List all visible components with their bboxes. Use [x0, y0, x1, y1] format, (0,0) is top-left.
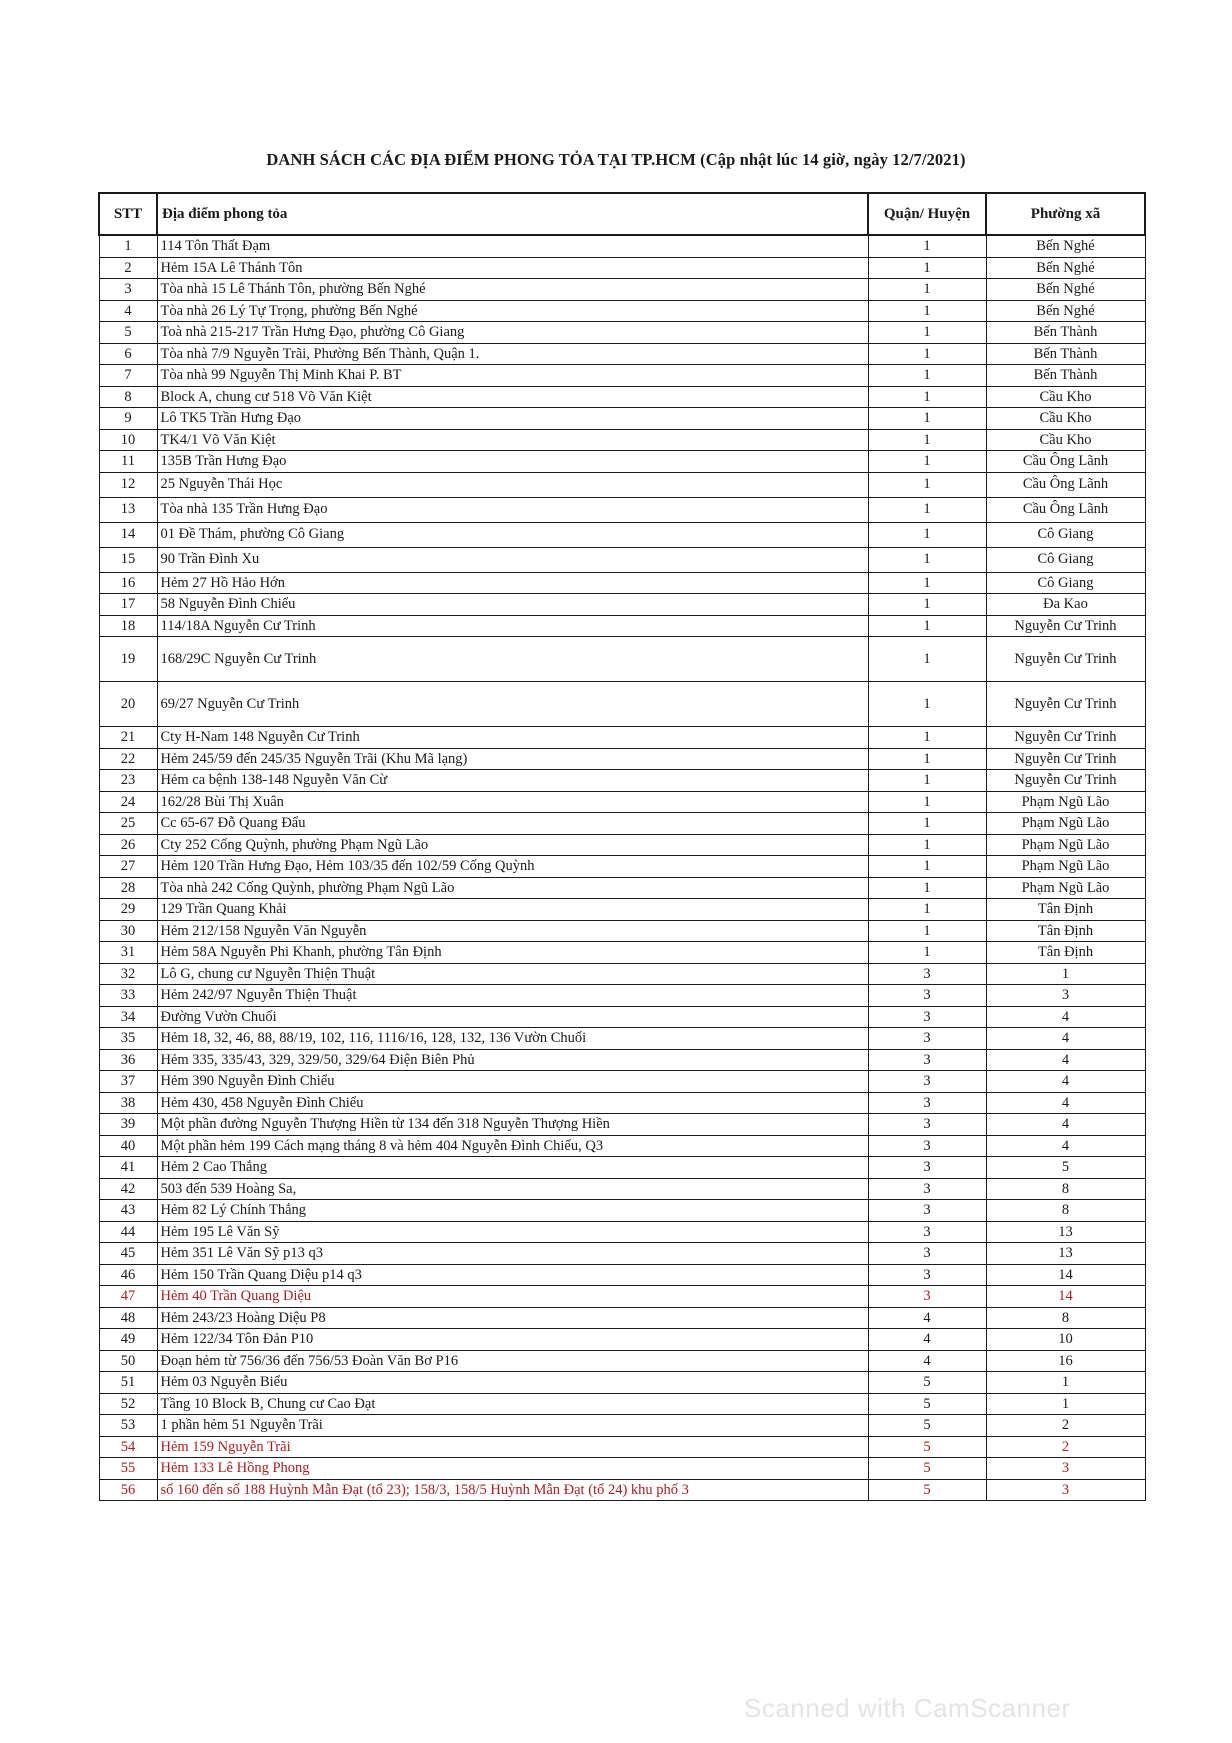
cell-location: Hẻm 430, 458 Nguyễn Đình Chiểu: [157, 1092, 868, 1114]
table-row: [99, 748, 1145, 770]
header-location: Địa điểm phong tỏa: [157, 193, 868, 235]
table-row: [99, 682, 1145, 727]
cell-district: 3: [868, 1028, 986, 1050]
cell-district: 3: [868, 1243, 986, 1265]
cell-stt: 19: [99, 637, 157, 682]
cell-district: 1: [868, 497, 986, 522]
cell-stt: 10: [99, 429, 157, 451]
cell-district: 1: [868, 899, 986, 921]
cell-district: 1: [868, 682, 986, 727]
cell-district: 3: [868, 1200, 986, 1222]
table-row: [99, 1221, 1145, 1243]
cell-location: Lô TK5 Trần Hưng Đạo: [157, 408, 868, 430]
cell-location: Hẻm 390 Nguyễn Đình Chiểu: [157, 1071, 868, 1093]
table-row: [99, 279, 1145, 301]
cell-stt: 45: [99, 1243, 157, 1265]
cell-stt: 32: [99, 963, 157, 985]
cell-location: 135B Trần Hưng Đạo: [157, 451, 868, 473]
table-row: [99, 813, 1145, 835]
cell-district: 1: [868, 279, 986, 301]
cell-ward: Bến Thành: [986, 343, 1145, 365]
cell-stt: 20: [99, 682, 157, 727]
cell-ward: 14: [986, 1286, 1145, 1308]
cell-ward: 3: [986, 1458, 1145, 1480]
table-row: [99, 877, 1145, 899]
cell-stt: 8: [99, 386, 157, 408]
table-row: [99, 1028, 1145, 1050]
cell-ward: Nguyễn Cư Trinh: [986, 770, 1145, 792]
table-row: [99, 1415, 1145, 1437]
cell-ward: Cầu Kho: [986, 386, 1145, 408]
cell-ward: Cô Giang: [986, 572, 1145, 594]
table-row: [99, 594, 1145, 616]
cell-location: Hẻm 82 Lý Chính Thắng: [157, 1200, 868, 1222]
cell-ward: 14: [986, 1264, 1145, 1286]
cell-ward: Cầu Ông Lãnh: [986, 472, 1145, 497]
cell-district: 1: [868, 408, 986, 430]
cell-location: 503 đến 539 Hoàng Sa,: [157, 1178, 868, 1200]
table-row: [99, 1458, 1145, 1480]
cell-stt: 12: [99, 472, 157, 497]
cell-location: 114/18A Nguyễn Cư Trinh: [157, 615, 868, 637]
cell-ward: Cô Giang: [986, 522, 1145, 547]
cell-district: 1: [868, 920, 986, 942]
cell-district: 3: [868, 1178, 986, 1200]
table-row: [99, 1307, 1145, 1329]
table-row: [99, 1049, 1145, 1071]
cell-district: 4: [868, 1307, 986, 1329]
cell-ward: 3: [986, 985, 1145, 1007]
table-row: [99, 1286, 1145, 1308]
cell-ward: 2: [986, 1436, 1145, 1458]
cell-district: 1: [868, 791, 986, 813]
cell-stt: 9: [99, 408, 157, 430]
table-row: [99, 615, 1145, 637]
table-row: [99, 727, 1145, 749]
cell-stt: 26: [99, 834, 157, 856]
cell-ward: Nguyễn Cư Trinh: [986, 637, 1145, 682]
cell-stt: 39: [99, 1114, 157, 1136]
table-row: [99, 1114, 1145, 1136]
cell-location: Hẻm 133 Lê Hồng Phong: [157, 1458, 868, 1480]
cell-location: Tòa nhà 15 Lê Thánh Tôn, phường Bến Nghé: [157, 279, 868, 301]
cell-location: Hẻm 122/34 Tôn Đản P10: [157, 1329, 868, 1351]
cell-location: Tòa nhà 7/9 Nguyễn Trãi, Phường Bến Thành, Quận 1.: [157, 343, 868, 365]
header-stt: STT: [99, 193, 157, 235]
table-row: [99, 1135, 1145, 1157]
cell-ward: 2: [986, 1415, 1145, 1437]
cell-district: 1: [868, 300, 986, 322]
table-row: [99, 497, 1145, 522]
table-row: [99, 942, 1145, 964]
cell-ward: Bến Nghé: [986, 257, 1145, 279]
cell-stt: 3: [99, 279, 157, 301]
cell-stt: 37: [99, 1071, 157, 1093]
cell-ward: Cầu Kho: [986, 429, 1145, 451]
table-row: [99, 637, 1145, 682]
cell-ward: 4: [986, 1114, 1145, 1136]
cell-district: 1: [868, 856, 986, 878]
cell-district: 3: [868, 1286, 986, 1308]
cell-location: Hẻm 2 Cao Thắng: [157, 1157, 868, 1179]
cell-stt: 30: [99, 920, 157, 942]
cell-stt: 2: [99, 257, 157, 279]
cell-stt: 4: [99, 300, 157, 322]
cell-ward: Phạm Ngũ Lão: [986, 791, 1145, 813]
cell-location: Hẻm 159 Nguyễn Trãi: [157, 1436, 868, 1458]
cell-stt: 43: [99, 1200, 157, 1222]
cell-location: Tòa nhà 242 Cống Quỳnh, phường Phạm Ngũ Lão: [157, 877, 868, 899]
cell-location: Hẻm 40 Trần Quang Diệu: [157, 1286, 868, 1308]
table-row: [99, 1178, 1145, 1200]
cell-stt: 18: [99, 615, 157, 637]
cell-stt: 17: [99, 594, 157, 616]
table-row: [99, 770, 1145, 792]
cell-location: TK4/1 Võ Văn Kiệt: [157, 429, 868, 451]
cell-ward: Cô Giang: [986, 547, 1145, 572]
table-row: [99, 572, 1145, 594]
table-row: [99, 899, 1145, 921]
table-row: [99, 1071, 1145, 1093]
cell-location: Tòa nhà 135 Trần Hưng Đạo: [157, 497, 868, 522]
cell-district: 5: [868, 1393, 986, 1415]
cell-ward: Phạm Ngũ Lão: [986, 813, 1145, 835]
cell-stt: 11: [99, 451, 157, 473]
cell-ward: 4: [986, 1135, 1145, 1157]
cell-ward: 4: [986, 1028, 1145, 1050]
cell-stt: 29: [99, 899, 157, 921]
cell-ward: Nguyễn Cư Trinh: [986, 615, 1145, 637]
table-row: [99, 1264, 1145, 1286]
cell-location: Hẻm 242/97 Nguyễn Thiện Thuật: [157, 985, 868, 1007]
cell-location: Toà nhà 215-217 Trần Hưng Đạo, phường Cô Giang: [157, 322, 868, 344]
cell-district: 5: [868, 1415, 986, 1437]
cell-location: Hẻm 58A Nguyễn Phi Khanh, phường Tân Định: [157, 942, 868, 964]
cell-location: Cc 65-67 Đỗ Quang Đẩu: [157, 813, 868, 835]
cell-stt: 42: [99, 1178, 157, 1200]
cell-location: Tòa nhà 26 Lý Tự Trọng, phường Bến Nghé: [157, 300, 868, 322]
cell-stt: 25: [99, 813, 157, 835]
cell-district: 1: [868, 813, 986, 835]
cell-location: 114 Tôn Thất Đạm: [157, 235, 868, 257]
table-header-row: [99, 193, 1145, 235]
cell-stt: 16: [99, 572, 157, 594]
cell-location: Đường Vườn Chuối: [157, 1006, 868, 1028]
cell-stt: 47: [99, 1286, 157, 1308]
cell-location: Hẻm 150 Trần Quang Diệu p14 q3: [157, 1264, 868, 1286]
cell-location: Hẻm 243/23 Hoàng Diệu P8: [157, 1307, 868, 1329]
cell-stt: 22: [99, 748, 157, 770]
camscanner-watermark: Scanned with CamScanner: [744, 1693, 1071, 1723]
cell-location: Hẻm 27 Hồ Hảo Hớn: [157, 572, 868, 594]
cell-district: 1: [868, 572, 986, 594]
cell-location: 25 Nguyễn Thái Học: [157, 472, 868, 497]
cell-ward: Nguyễn Cư Trinh: [986, 682, 1145, 727]
cell-location: Hẻm 351 Lê Văn Sỹ p13 q3: [157, 1243, 868, 1265]
cell-ward: Phạm Ngũ Lão: [986, 856, 1145, 878]
cell-location: Hẻm 335, 335/43, 329, 329/50, 329/64 Điện Biên Phủ: [157, 1049, 868, 1071]
cell-district: 4: [868, 1329, 986, 1351]
cell-district: 1: [868, 834, 986, 856]
cell-ward: Bến Thành: [986, 322, 1145, 344]
cell-ward: 8: [986, 1178, 1145, 1200]
table-row: [99, 322, 1145, 344]
cell-ward: 4: [986, 1049, 1145, 1071]
cell-ward: 5: [986, 1157, 1145, 1179]
cell-stt: 35: [99, 1028, 157, 1050]
table-row: [99, 791, 1145, 813]
cell-location: Tòa nhà 99 Nguyễn Thị Minh Khai P. BT: [157, 365, 868, 387]
cell-ward: 16: [986, 1350, 1145, 1372]
cell-district: 3: [868, 1264, 986, 1286]
cell-stt: 44: [99, 1221, 157, 1243]
cell-ward: 13: [986, 1221, 1145, 1243]
table-row: [99, 365, 1145, 387]
cell-location: Một phần đường Nguyễn Thượng Hiền từ 134 đến 318 Nguyễn Thượng Hiền: [157, 1114, 868, 1136]
cell-ward: Bến Thành: [986, 365, 1145, 387]
cell-district: 1: [868, 877, 986, 899]
cell-district: 1: [868, 547, 986, 572]
cell-district: 1: [868, 594, 986, 616]
cell-ward: Cầu Ông Lãnh: [986, 497, 1145, 522]
cell-location: Cty H-Nam 148 Nguyễn Cư Trinh: [157, 727, 868, 749]
table-row: [99, 408, 1145, 430]
cell-district: 1: [868, 322, 986, 344]
table-row: [99, 343, 1145, 365]
cell-district: 3: [868, 1071, 986, 1093]
cell-stt: 33: [99, 985, 157, 1007]
cell-location: Hẻm 245/59 đến 245/35 Nguyễn Trãi (Khu Mã lạng): [157, 748, 868, 770]
cell-stt: 23: [99, 770, 157, 792]
cell-stt: 56: [99, 1479, 157, 1501]
table-row: [99, 920, 1145, 942]
table-row: [99, 1006, 1145, 1028]
cell-ward: Phạm Ngũ Lão: [986, 877, 1145, 899]
cell-district: 1: [868, 770, 986, 792]
cell-stt: 21: [99, 727, 157, 749]
table-row: [99, 300, 1145, 322]
cell-location: Cty 252 Cống Quỳnh, phường Phạm Ngũ Lão: [157, 834, 868, 856]
cell-district: 1: [868, 386, 986, 408]
cell-ward: Cầu Ông Lãnh: [986, 451, 1145, 473]
table-row: [99, 547, 1145, 572]
cell-location: 58 Nguyễn Đình Chiểu: [157, 594, 868, 616]
cell-stt: 27: [99, 856, 157, 878]
table-row: [99, 1243, 1145, 1265]
cell-district: 1: [868, 472, 986, 497]
cell-location: Hẻm 120 Trần Hưng Đạo, Hẻm 103/35 đến 102/59 Cống Quỳnh: [157, 856, 868, 878]
cell-ward: 1: [986, 1393, 1145, 1415]
cell-stt: 34: [99, 1006, 157, 1028]
cell-district: 3: [868, 1135, 986, 1157]
cell-stt: 50: [99, 1350, 157, 1372]
cell-stt: 31: [99, 942, 157, 964]
cell-location: Tầng 10 Block B, Chung cư Cao Đạt: [157, 1393, 868, 1415]
cell-district: 5: [868, 1372, 986, 1394]
cell-stt: 7: [99, 365, 157, 387]
cell-district: 3: [868, 1006, 986, 1028]
cell-ward: Nguyễn Cư Trinh: [986, 727, 1145, 749]
cell-location: 162/28 Bùi Thị Xuân: [157, 791, 868, 813]
table-row: [99, 472, 1145, 497]
cell-location: 129 Trần Quang Khải: [157, 899, 868, 921]
cell-stt: 54: [99, 1436, 157, 1458]
cell-location: Block A, chung cư 518 Võ Văn Kiệt: [157, 386, 868, 408]
cell-ward: Tân Định: [986, 899, 1145, 921]
cell-district: 1: [868, 522, 986, 547]
cell-district: 1: [868, 257, 986, 279]
cell-district: 3: [868, 1092, 986, 1114]
cell-district: 1: [868, 451, 986, 473]
cell-ward: 4: [986, 1006, 1145, 1028]
header-district: Quận/ Huyện: [868, 193, 986, 235]
cell-ward: Bến Nghé: [986, 279, 1145, 301]
cell-location: Đoạn hẻm từ 756/36 đến 756/53 Đoàn Văn Bơ P16: [157, 1350, 868, 1372]
cell-district: 3: [868, 1114, 986, 1136]
cell-district: 1: [868, 942, 986, 964]
cell-stt: 36: [99, 1049, 157, 1071]
cell-location: Hẻm ca bệnh 138-148 Nguyễn Văn Cừ: [157, 770, 868, 792]
table-row: [99, 1350, 1145, 1372]
cell-district: 3: [868, 985, 986, 1007]
table-row: [99, 1329, 1145, 1351]
cell-ward: 8: [986, 1200, 1145, 1222]
cell-stt: 52: [99, 1393, 157, 1415]
cell-ward: 1: [986, 963, 1145, 985]
cell-ward: Phạm Ngũ Lão: [986, 834, 1145, 856]
cell-location: Hẻm 195 Lê Văn Sỹ: [157, 1221, 868, 1243]
cell-ward: 10: [986, 1329, 1145, 1351]
cell-ward: 3: [986, 1479, 1145, 1501]
cell-district: 5: [868, 1436, 986, 1458]
cell-district: 1: [868, 235, 986, 257]
cell-location: 1 phần hẻm 51 Nguyễn Trãi: [157, 1415, 868, 1437]
cell-ward: Nguyễn Cư Trinh: [986, 748, 1145, 770]
cell-location: Hẻm 15A Lê Thánh Tôn: [157, 257, 868, 279]
cell-ward: 13: [986, 1243, 1145, 1265]
cell-stt: 55: [99, 1458, 157, 1480]
table-row: [99, 834, 1145, 856]
cell-location: 168/29C Nguyễn Cư Trinh: [157, 637, 868, 682]
cell-stt: 6: [99, 343, 157, 365]
table-row: [99, 1092, 1145, 1114]
cell-ward: 8: [986, 1307, 1145, 1329]
cell-ward: 1: [986, 1372, 1145, 1394]
cell-ward: Bến Nghé: [986, 300, 1145, 322]
cell-district: 1: [868, 429, 986, 451]
cell-district: 3: [868, 963, 986, 985]
cell-district: 1: [868, 615, 986, 637]
table-row: [99, 257, 1145, 279]
table-row: [99, 235, 1145, 257]
cell-stt: 53: [99, 1415, 157, 1437]
cell-ward: Tân Định: [986, 920, 1145, 942]
cell-location: Lô G, chung cư Nguyễn Thiện Thuật: [157, 963, 868, 985]
table-row: [99, 1393, 1145, 1415]
cell-district: 3: [868, 1221, 986, 1243]
cell-district: 1: [868, 343, 986, 365]
table-row: [99, 429, 1145, 451]
cell-district: 5: [868, 1479, 986, 1501]
table-row: [99, 1479, 1145, 1501]
cell-stt: 49: [99, 1329, 157, 1351]
page-title: DANH SÁCH CÁC ĐỊA ĐIỂM PHONG TỎA TẠI TP.HCM (Cập nhật lúc 14 giờ, ngày 12/7/2021): [266, 150, 966, 169]
cell-ward: Tân Định: [986, 942, 1145, 964]
cell-district: 1: [868, 727, 986, 749]
cell-stt: 38: [99, 1092, 157, 1114]
cell-stt: 15: [99, 547, 157, 572]
cell-location: Một phần hẻm 199 Cách mạng tháng 8 và hẻm 404 Nguyễn Đình Chiểu, Q3: [157, 1135, 868, 1157]
table-body: [99, 235, 1145, 1501]
cell-location: 01 Đề Thám, phường Cô Giang: [157, 522, 868, 547]
table-row: [99, 386, 1145, 408]
cell-district: 5: [868, 1458, 986, 1480]
cell-stt: 13: [99, 497, 157, 522]
table-row: [99, 1200, 1145, 1222]
cell-district: 3: [868, 1049, 986, 1071]
table-row: [99, 1372, 1145, 1394]
table-row: [99, 451, 1145, 473]
cell-ward: 4: [986, 1092, 1145, 1114]
cell-stt: 1: [99, 235, 157, 257]
table-row: [99, 1436, 1145, 1458]
cell-location: 69/27 Nguyễn Cư Trinh: [157, 682, 868, 727]
cell-district: 1: [868, 365, 986, 387]
cell-stt: 5: [99, 322, 157, 344]
cell-district: 3: [868, 1157, 986, 1179]
table-row: [99, 985, 1145, 1007]
table-row: [99, 1157, 1145, 1179]
cell-stt: 14: [99, 522, 157, 547]
cell-district: 1: [868, 748, 986, 770]
cell-location: Hẻm 03 Nguyễn Biểu: [157, 1372, 868, 1394]
cell-ward: 4: [986, 1071, 1145, 1093]
cell-location: Hẻm 18, 32, 46, 88, 88/19, 102, 116, 1116/16, 128, 132, 136 Vườn Chuối: [157, 1028, 868, 1050]
cell-district: 1: [868, 637, 986, 682]
cell-stt: 41: [99, 1157, 157, 1179]
cell-stt: 40: [99, 1135, 157, 1157]
cell-ward: Bến Nghé: [986, 235, 1145, 257]
table-row: [99, 522, 1145, 547]
lockdown-table: [98, 192, 1146, 1501]
cell-stt: 46: [99, 1264, 157, 1286]
cell-ward: Đa Kao: [986, 594, 1145, 616]
cell-location: Hẻm 212/158 Nguyễn Văn Nguyễn: [157, 920, 868, 942]
cell-stt: 24: [99, 791, 157, 813]
cell-ward: Cầu Kho: [986, 408, 1145, 430]
header-ward: Phường xã: [986, 193, 1145, 235]
table-row: [99, 963, 1145, 985]
cell-location: số 160 đến số 188 Huỳnh Mẫn Đạt (tổ 23); 158/3, 158/5 Huỳnh Mẫn Đạt (tổ 24) khu phố 3: [157, 1479, 868, 1501]
cell-stt: 28: [99, 877, 157, 899]
table-row: [99, 856, 1145, 878]
cell-stt: 51: [99, 1372, 157, 1394]
cell-location: 90 Trần Đình Xu: [157, 547, 868, 572]
cell-district: 4: [868, 1350, 986, 1372]
cell-stt: 48: [99, 1307, 157, 1329]
